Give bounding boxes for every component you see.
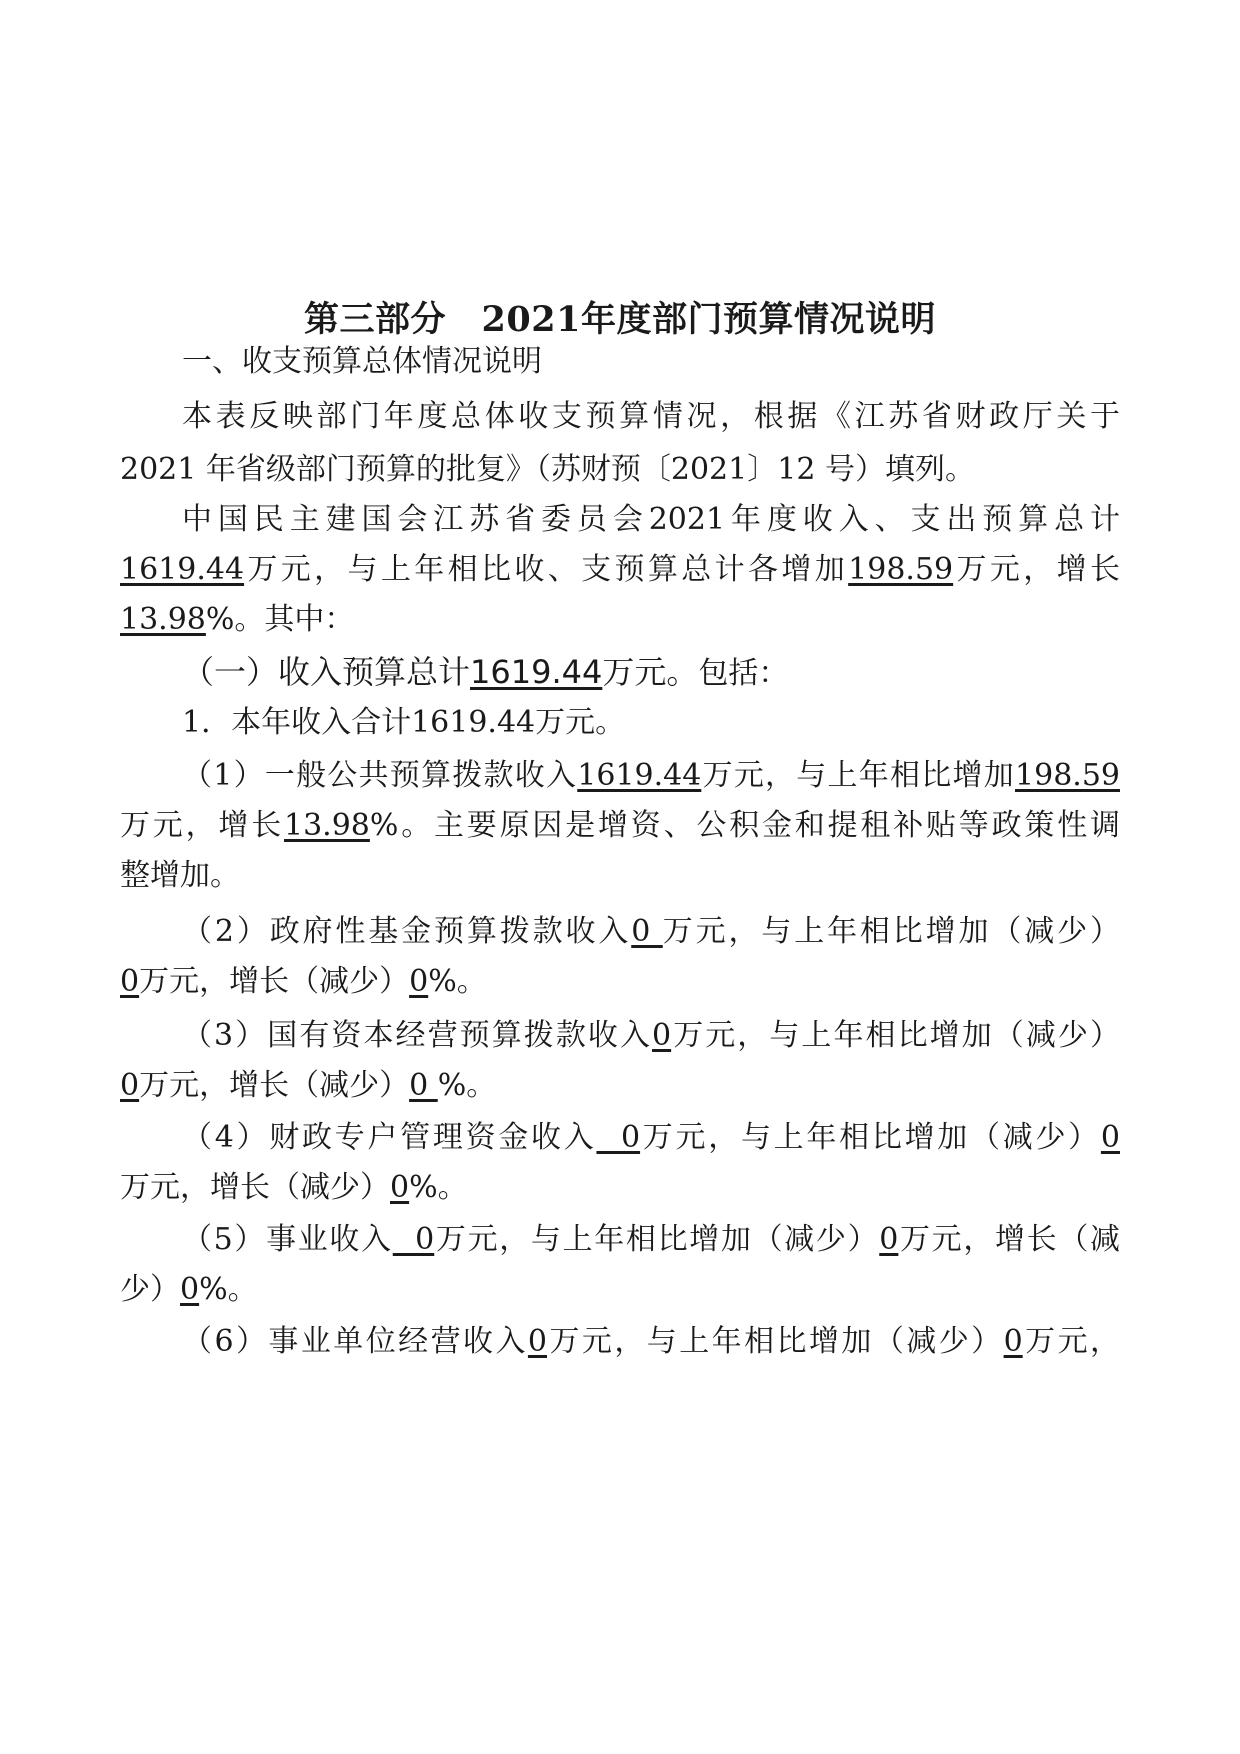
income-total-value: 1619.44 <box>470 653 603 691</box>
item-1-2-line-2: 0万元，增长（减少）0%。 <box>120 964 487 999</box>
paragraph-2-line-3: 13.98%。其中： <box>120 602 355 637</box>
item-1-3-line-1: （3）国有资本经营预算拨款收入0万元，与上年相比增加（减少） <box>182 1018 1120 1053</box>
item-1-6-line-1: （6）事业单位经营收入0万元，与上年相比增加（减少）0万元， <box>182 1324 1121 1359</box>
item-1-5-line-2: 少）0%。 <box>120 1272 258 1307</box>
item-1-1-line-2: 万元，增长13.98%。主要原因是增资、公积金和提租补贴等政策性调 <box>120 808 1120 843</box>
paragraph-2-line-1: 中国民主建国会江苏省委员会2021年度收入、支出预算总计 <box>182 502 1120 537</box>
paragraph-1-line-2: 2021 年省级部门预算的批复》（苏财预〔2021〕12 号）填列。 <box>120 452 975 487</box>
item-1-4-line-2: 万元，增长（减少）0%。 <box>120 1170 468 1205</box>
page-title: 第三部分 2021年度部门预算情况说明 <box>304 299 936 340</box>
increase-value: 198.59 <box>848 552 954 587</box>
growth-value: 13.98 <box>120 602 206 637</box>
item-1-3-line-2: 0万元，增长（减少）0 %。 <box>120 1068 497 1103</box>
section-heading: 一、收支预算总体情况说明 <box>182 344 542 379</box>
item-1-1-line-1: （1）一般公共预算拨款收入1619.44万元，与上年相比增加198.59 <box>182 758 1120 793</box>
item-1-5-line-1: （5）事业收入 0万元，与上年相比增加（减少）0万元，增长（减 <box>182 1222 1121 1257</box>
paragraph-1-line-1: 本表反映部门年度总体收支预算情况，根据《江苏省财政厅关于 <box>182 399 1120 434</box>
paragraph-2-line-2: 1619.44万元，与上年相比收、支预算总计各增加198.59万元，增长 <box>120 552 1121 587</box>
total-budget-value: 1619.44 <box>120 552 245 587</box>
sub-heading-income-total: （一）收入预算总计1619.44万元。包括： <box>182 653 789 691</box>
item-1-1-line-3: 整增加。 <box>120 858 240 893</box>
item-1-4-line-1: （4）财政专户管理资金收入 0万元，与上年相比增加（减少）0 <box>182 1120 1120 1155</box>
item-1: 1．本年收入合计1619.44万元。 <box>182 705 626 740</box>
item-1-2-line-1: （2）政府性基金预算拨款收入0 万元，与上年相比增加（减少） <box>182 914 1121 949</box>
